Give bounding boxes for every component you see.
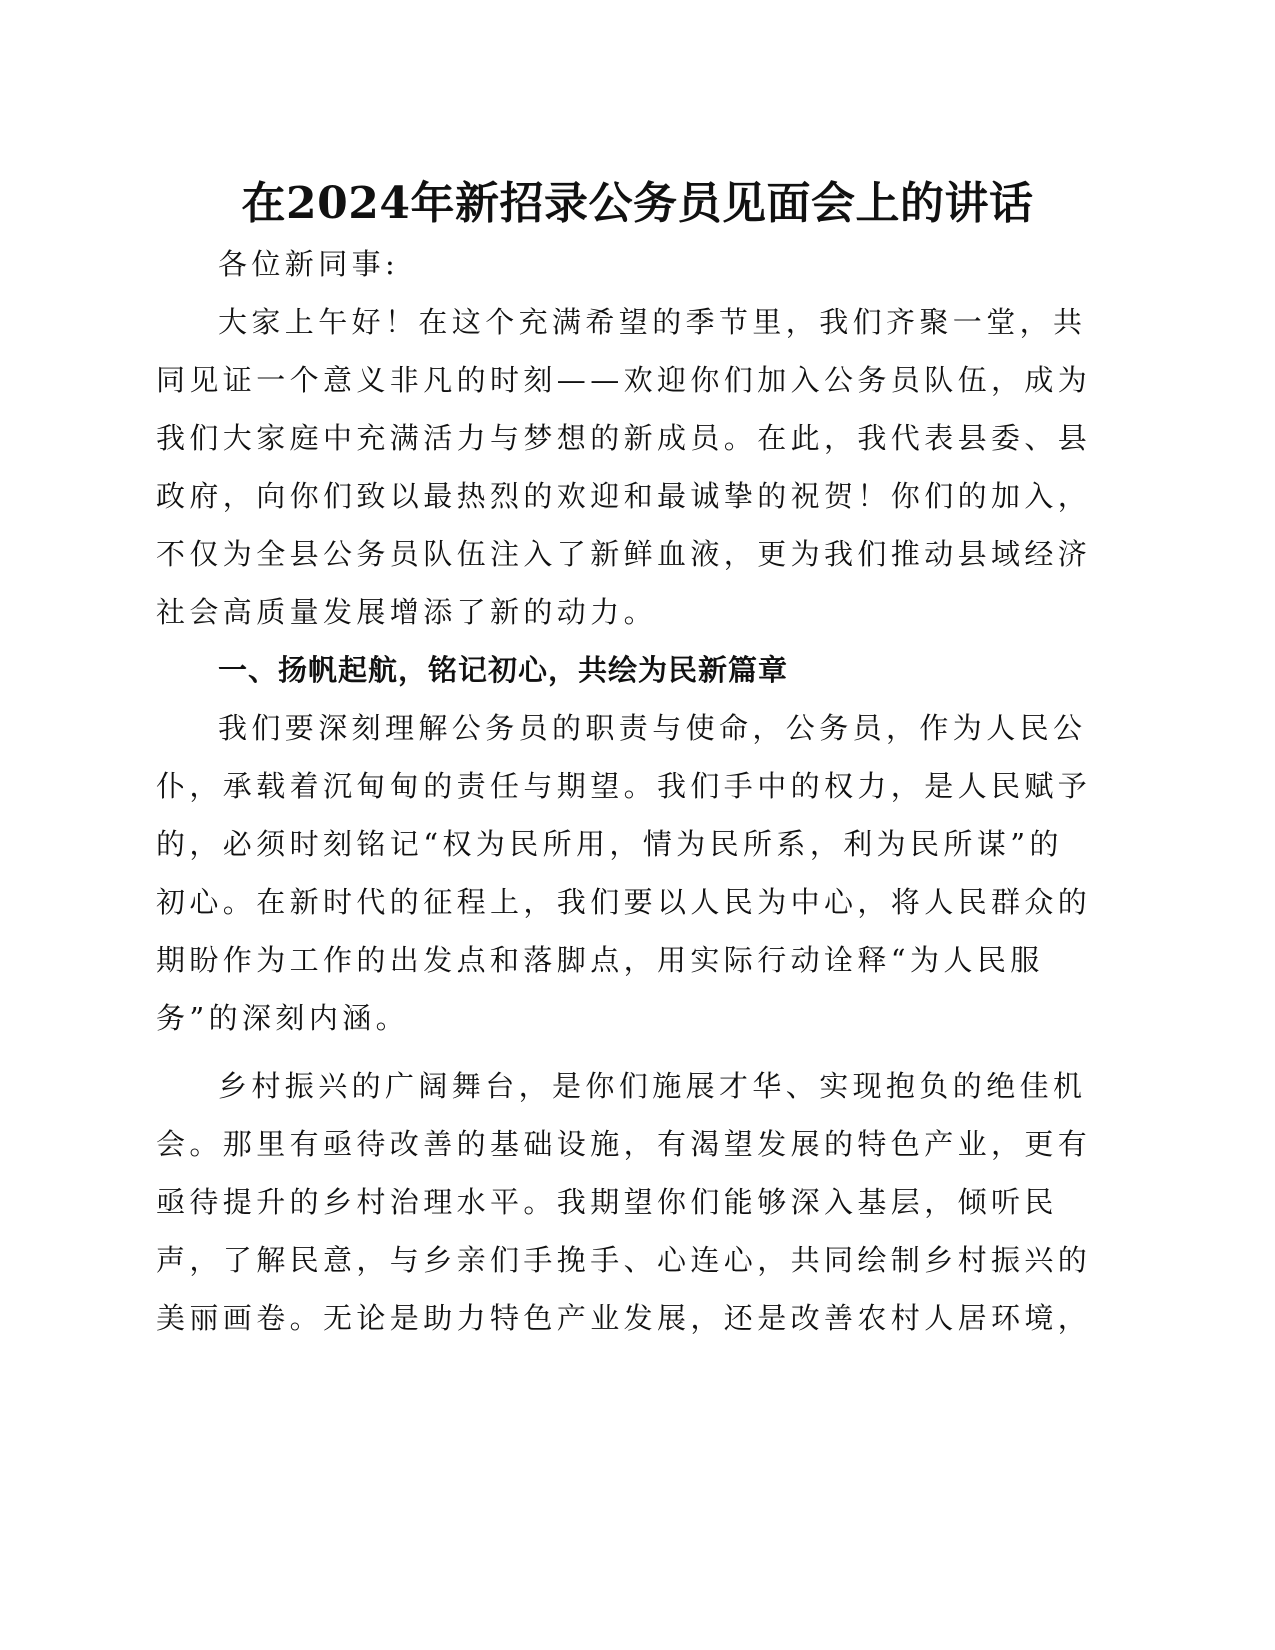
- paragraph-line: 声，了解民意，与乡亲们手挽手、心连心，共同绘制乡村振兴的: [156, 1243, 1092, 1277]
- paragraph-1: [156, 293, 1090, 641]
- paragraph-line: 大家上午好！在这个充满希望的季节里，我们齐聚一堂，共: [218, 305, 1087, 339]
- section-heading: 一、扬帆起航，铭记初心，共绘为民新篇章: [218, 653, 789, 687]
- paragraph-2: [156, 699, 1090, 1047]
- paragraph-line: 乡村振兴的广阔舞台，是你们施展才华、实现抱负的绝佳机: [218, 1069, 1087, 1103]
- paragraph-line: 同见证一个意义非凡的时刻——欢迎你们加入公务员队伍，成为: [156, 363, 1092, 397]
- paragraph-line: 政府，向你们致以最热烈的欢迎和最诚挚的祝贺！你们的加入，: [156, 479, 1092, 513]
- paragraph-line: 我们大家庭中充满活力与梦想的新成员。在此，我代表县委、县: [156, 421, 1092, 455]
- paragraph-line: 期盼作为工作的出发点和落脚点，用实际行动诠释“为人民服: [156, 943, 1044, 977]
- paragraph-spacer: [156, 1047, 1090, 1057]
- paragraph-line: 不仅为全县公务员队伍注入了新鲜血液，更为我们推动县域经济: [156, 537, 1092, 571]
- paragraph-line: 我们要深刻理解公务员的职责与使命，公务员，作为人民公: [218, 711, 1087, 745]
- document-title: 在2024年新招录公务员见面会上的讲话: [241, 178, 1034, 229]
- paragraph-line: 仆，承载着沉甸甸的责任与期望。我们手中的权力，是人民赋予: [156, 769, 1092, 803]
- paragraph-line: 初心。在新时代的征程上，我们要以人民为中心，将人民群众的: [156, 885, 1092, 919]
- paragraph-line: 会。那里有亟待改善的基础设施，有渴望发展的特色产业，更有: [156, 1127, 1092, 1161]
- paragraph-line: 务”的深刻内涵。: [156, 1001, 410, 1035]
- paragraph-line: 美丽画卷。无论是助力特色产业发展，还是改善农村人居环境，: [156, 1301, 1092, 1335]
- salutation: 各位新同事:: [218, 247, 400, 281]
- document-body: [156, 235, 1090, 1347]
- paragraph-line: 的，必须时刻铭记“权为民所用，情为民所系，利为民所谋”的: [156, 827, 1063, 861]
- paragraph-3: [156, 1057, 1090, 1347]
- paragraph-line: 亟待提升的乡村治理水平。我期望你们能够深入基层，倾听民: [156, 1185, 1058, 1219]
- paragraph-line: 社会高质量发展增添了新的动力。: [156, 595, 658, 629]
